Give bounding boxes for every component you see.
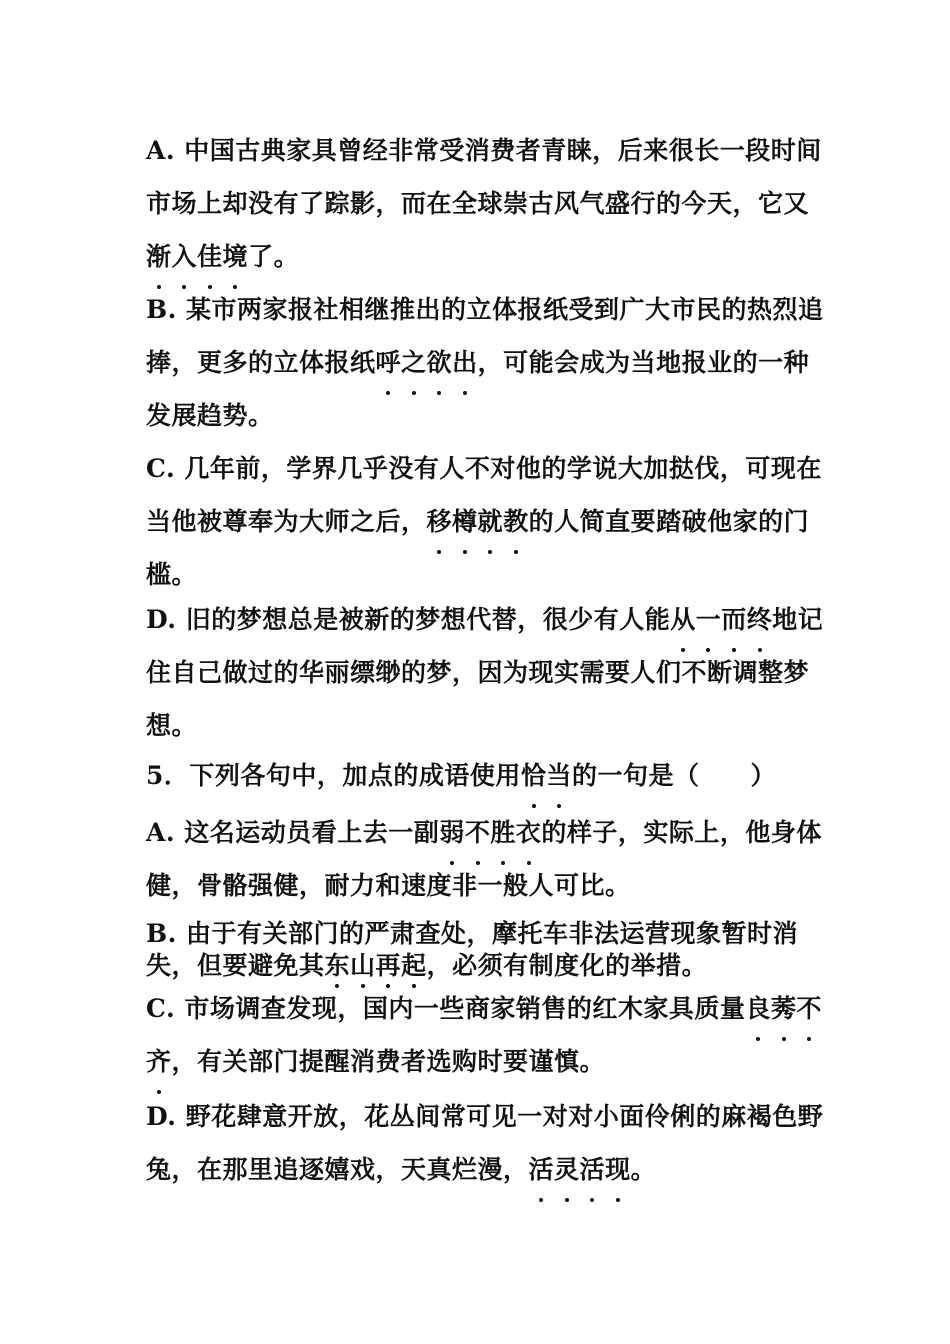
dotted-char: 活 xyxy=(529,1143,555,1196)
dotted-char: 弱 xyxy=(439,806,465,859)
dotted-char: 终 xyxy=(747,593,773,646)
dotted-char: 当 xyxy=(546,749,572,802)
dotted-char: 樽 xyxy=(452,495,478,548)
dotted-char: 衣 xyxy=(516,806,542,859)
dotted-char: 活 xyxy=(580,1143,606,1196)
dotted-char: 不 xyxy=(796,982,822,1035)
dotted-char: 不 xyxy=(465,806,491,859)
option-5c xyxy=(146,982,826,1088)
dotted-idiom xyxy=(439,818,541,847)
dotted-char: 起 xyxy=(401,951,427,980)
text-before: D. 野花肆意开放，花丛间常可见一对对小面伶俐的麻褐色野兔，在那里追逐嬉戏，天真烂漫， xyxy=(146,1102,824,1184)
dotted-idiom xyxy=(427,507,529,536)
text-before: B. 某市两家报社相继推出的立体报纸受到广大市民的热烈追捧，更多的立体报纸 xyxy=(146,295,824,377)
text-before: 5．下列各句中，加点的成语使用 xyxy=(146,761,521,790)
option-5b xyxy=(146,918,826,982)
text-before: A. 这名运动员看上去一副 xyxy=(146,818,440,847)
dotted-char: 境 xyxy=(223,230,249,283)
question-5 xyxy=(146,749,826,802)
dotted-char: 呼 xyxy=(376,336,402,389)
dotted-char: 山 xyxy=(350,951,376,980)
dotted-idiom xyxy=(670,605,772,634)
dotted-char: 东 xyxy=(324,951,351,980)
dotted-char: 欲 xyxy=(427,336,453,389)
dotted-char: 就 xyxy=(478,495,504,548)
dotted-char: 莠 xyxy=(771,982,797,1035)
dotted-word xyxy=(521,761,572,790)
dotted-char: 现 xyxy=(605,1143,631,1196)
option-4c xyxy=(146,442,826,601)
text-after: 的样子，实际上，他身体健，骨骼强健，耐力和速度非一般人可比。 xyxy=(146,818,822,900)
option-4b xyxy=(146,283,826,442)
option-4a xyxy=(146,124,826,283)
option-4d xyxy=(146,593,826,752)
text-after: ，可能会成为当地报业的一种发展趋势。 xyxy=(146,348,810,430)
dotted-idiom xyxy=(325,951,427,980)
dotted-idiom xyxy=(376,348,478,377)
option-5d xyxy=(146,1090,826,1196)
text-before: B. 由于有关部门的严肃查处，摩托车非法运营现象暂时消失，但要避免其 xyxy=(146,919,799,980)
dotted-idiom xyxy=(529,1155,631,1184)
dotted-char: 从 xyxy=(670,593,696,646)
text-after: 了。 xyxy=(248,242,300,271)
text-after: ，有关部门提醒消费者选购时要谨慎。 xyxy=(171,1047,606,1076)
text-after: 的一句是（ ） xyxy=(571,761,776,790)
dotted-char: 佳 xyxy=(197,230,223,283)
text-before: C. 市场调查发现，国内一些商家销售的红木家具质量 xyxy=(146,994,746,1023)
text-after: 的人简直要踏破他家的门槛。 xyxy=(146,507,810,589)
dotted-char: 再 xyxy=(375,951,402,980)
dotted-char: 出 xyxy=(452,336,478,389)
text-before: C. 几年前，学界几乎没有人不对他的学说大加挞伐，可现在当他被尊奉为大师之后， xyxy=(146,454,822,536)
text-after: 地记住自己做过的华丽缥缈的梦，因为现实需要人们不断调整梦想。 xyxy=(146,605,824,740)
dotted-char: 渐 xyxy=(146,230,172,283)
dotted-char: 灵 xyxy=(554,1143,580,1196)
dotted-char: 胜 xyxy=(490,806,516,859)
dotted-char: 恰 xyxy=(521,749,547,802)
dotted-char: 之 xyxy=(401,336,427,389)
dotted-char: 教 xyxy=(503,495,529,548)
text-before: D. 旧的梦想总是被新的梦想代替，很少有人能 xyxy=(146,605,671,634)
text-after: ，必须有制度化的举措。 xyxy=(426,951,708,980)
dotted-char: 入 xyxy=(172,230,198,283)
text-before: A. 中国古典家具曾经非常受消费者青睐，后来很长一段时间市场上却没有了踪影，而在全球崇古风气盛行的今天，它又 xyxy=(146,136,822,218)
dotted-char: 齐 xyxy=(146,1035,172,1088)
text-after: 。 xyxy=(630,1155,657,1184)
dotted-char: 一 xyxy=(696,593,722,646)
dotted-char: 良 xyxy=(745,982,771,1035)
dotted-idiom xyxy=(146,242,248,271)
option-5a xyxy=(146,806,826,912)
dotted-char: 而 xyxy=(721,593,747,646)
dotted-char: 移 xyxy=(427,495,453,548)
